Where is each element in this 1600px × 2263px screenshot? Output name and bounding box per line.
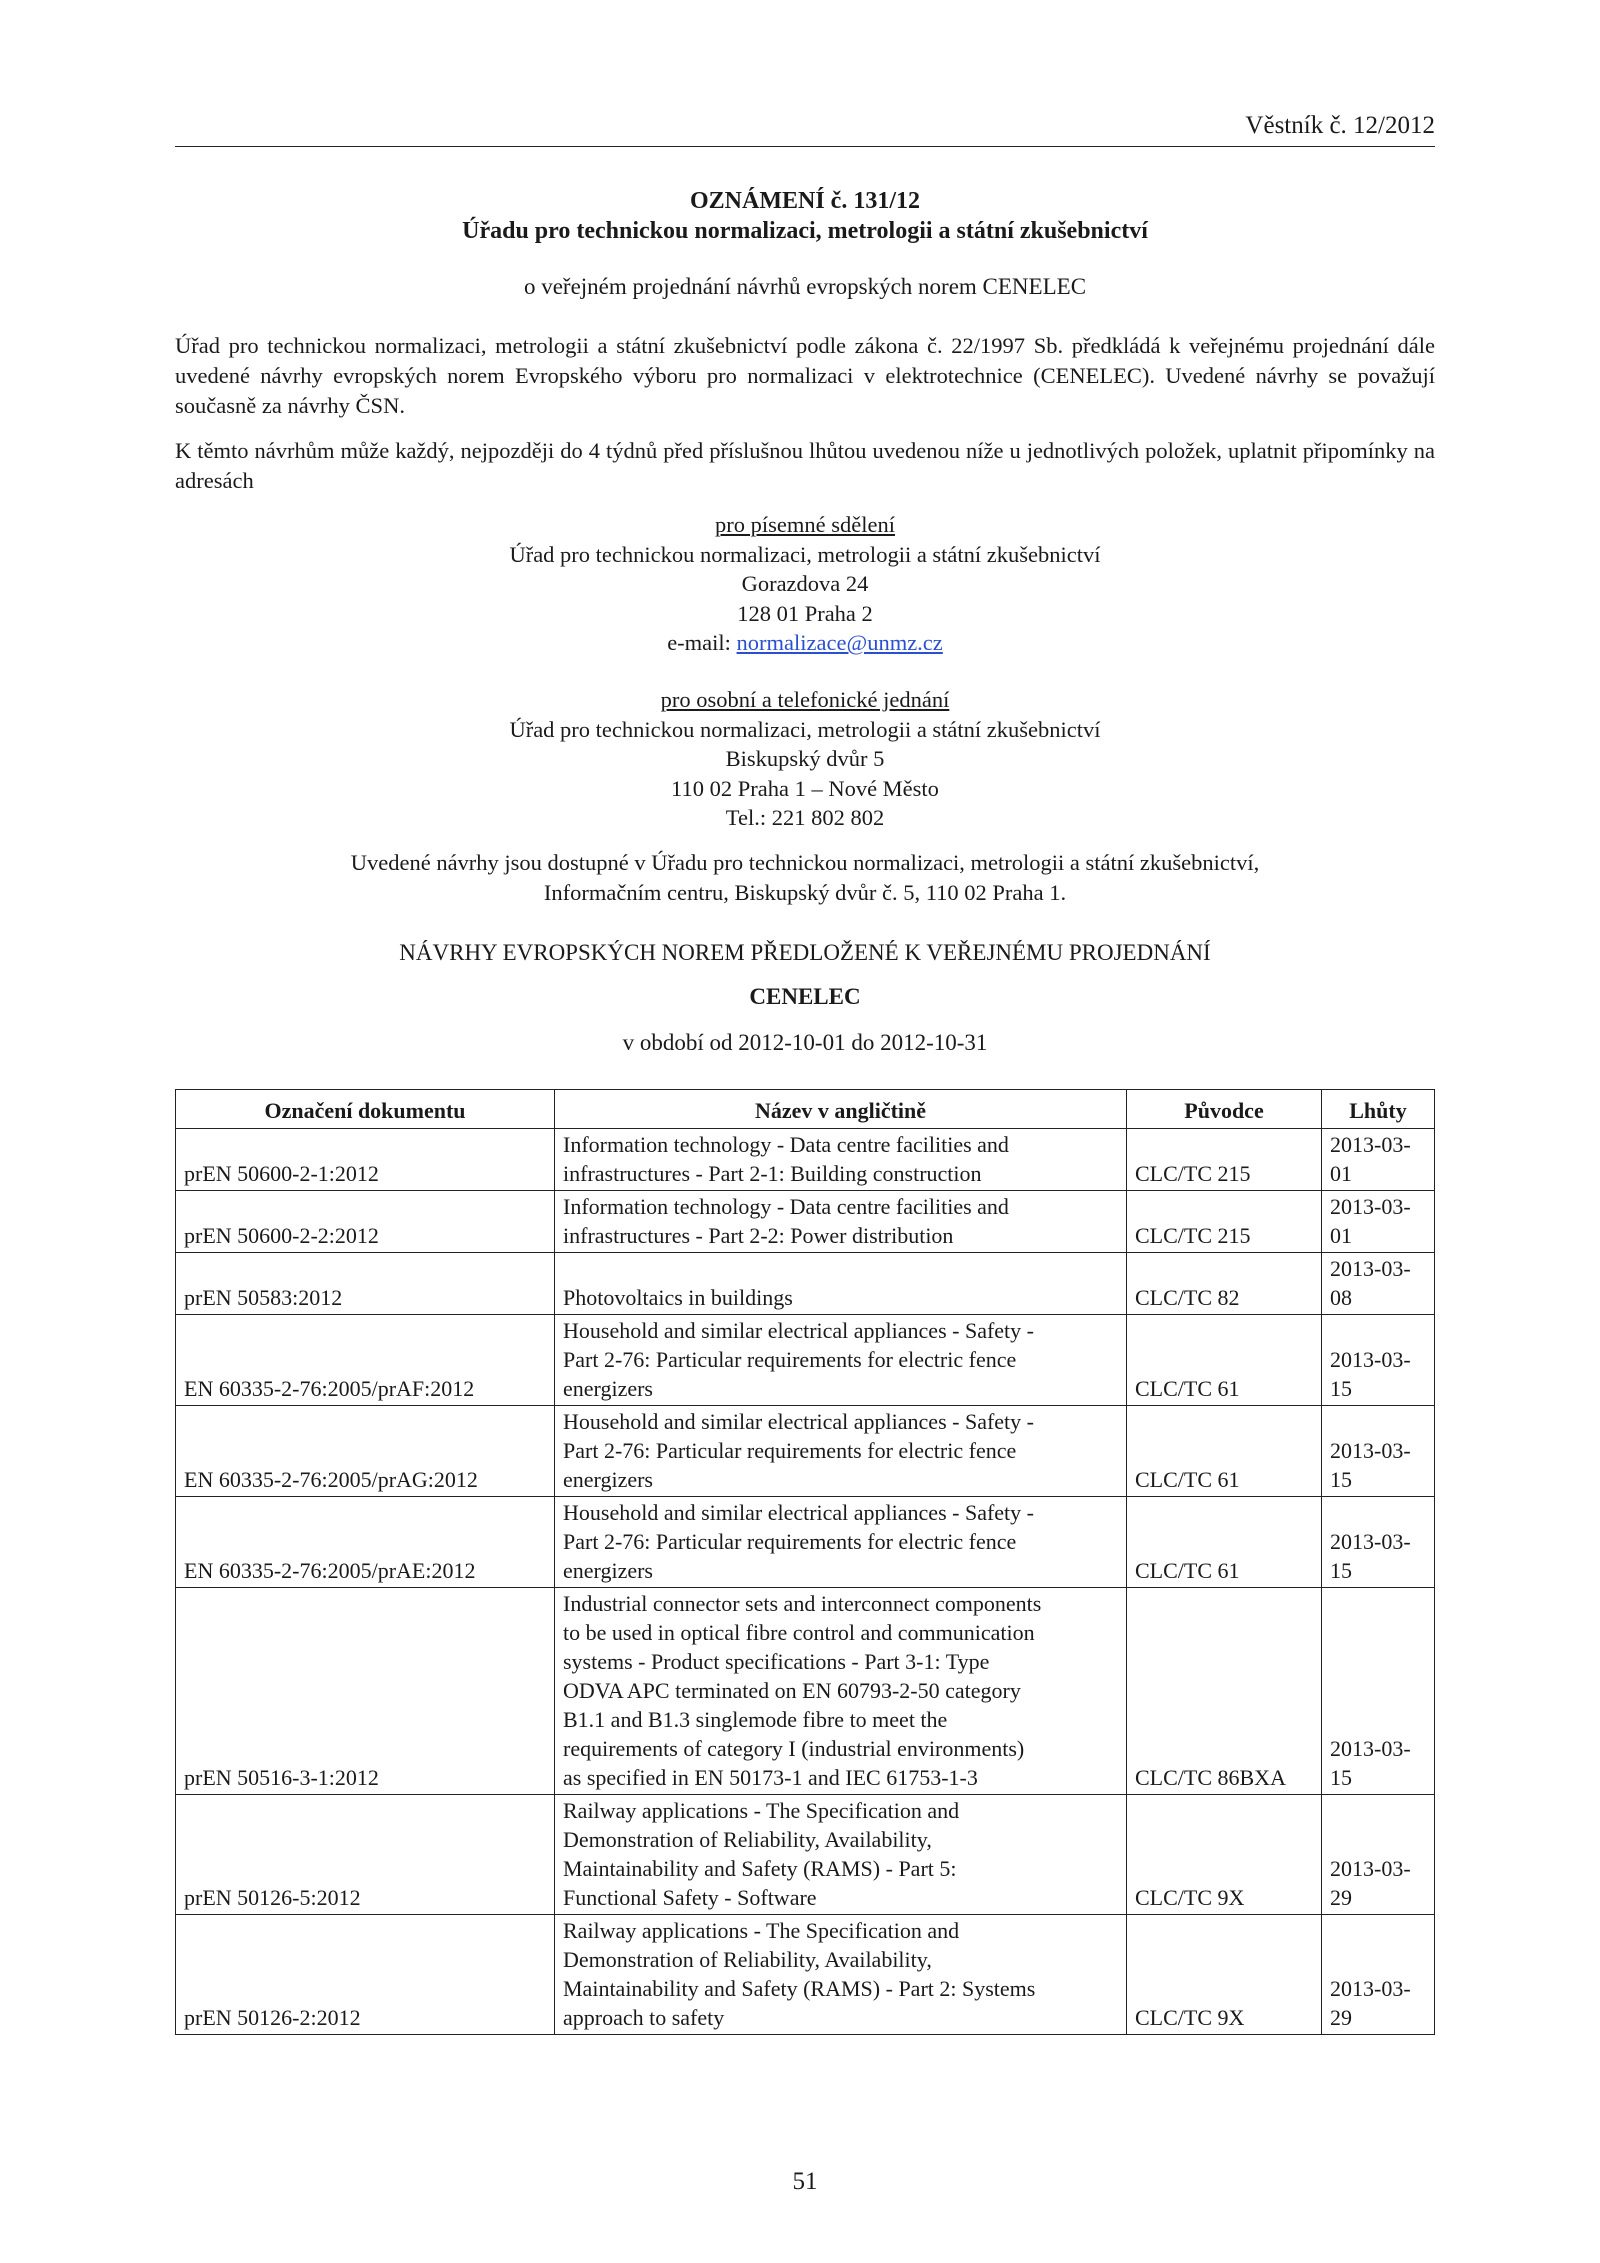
header-english-title: Název v angličtině: [555, 1090, 1127, 1129]
title-line: Demonstration of Reliability, Availability,: [563, 1827, 932, 1852]
cell-deadline: 2013-03-15: [1322, 1497, 1435, 1588]
notice-subject: o veřejném projednání návrhů evropských norem CENELEC: [523, 274, 1087, 299]
cell-designation: EN 60335-2-76:2005/prAG:2012: [176, 1406, 555, 1497]
cell-english-title: [555, 1588, 1127, 1795]
cell-originator: CLC/TC 82: [1127, 1253, 1322, 1315]
address-written-city: 128 01 Praha 2: [737, 600, 873, 626]
address-written-heading: pro písemné sdělení: [715, 512, 895, 537]
address-personal-heading: pro osobní a telefonické jednání: [660, 687, 950, 712]
availability-line-1: Uvedené návrhy jsou dostupné v Úřadu pro technickou normalizaci, metrologii a státní zkušebnictví,: [350, 850, 1260, 875]
title-line: Maintainability and Safety (RAMS) - Part 5:: [563, 1856, 957, 1881]
title-line: Information technology - Data centre facilities and: [563, 1132, 1009, 1157]
header-rule: [175, 146, 1435, 147]
cell-originator: CLC/TC 215: [1127, 1129, 1322, 1191]
title-line: infrastructures - Part 2-2: Power distribution: [563, 1223, 954, 1248]
cell-originator: CLC/TC 86BXA: [1127, 1588, 1322, 1795]
section-heading: NÁVRHY EVROPSKÝCH NOREM PŘEDLOŽENÉ K VEŘEJNÉMU PROJEDNÁNÍ: [399, 940, 1211, 965]
availability-line-2: Informačním centru, Biskupský dvůr č. 5, 110 02 Praha 1.: [543, 880, 1067, 905]
title-line: energizers: [563, 1558, 653, 1583]
address-personal-name: Úřad pro technickou normalizaci, metrologii a státní zkušebnictví: [509, 716, 1101, 742]
cell-designation: EN 60335-2-76:2005/prAF:2012: [176, 1315, 555, 1406]
cell-designation: prEN 50600-2-2:2012: [176, 1191, 555, 1253]
section-period: v období od 2012-10-01 do 2012-10-31: [622, 1030, 988, 1055]
notice-office: Úřadu pro technickou normalizaci, metrologii a státní zkušebnictví: [462, 218, 1148, 244]
cell-english-title: [555, 1315, 1127, 1406]
title-line: Information technology - Data centre facilities and: [563, 1194, 1009, 1219]
title-line: B1.1 and B1.3 singlemode fibre to meet the: [563, 1707, 948, 1732]
header-originator: Původce: [1127, 1090, 1322, 1129]
cell-designation: EN 60335-2-76:2005/prAE:2012: [176, 1497, 555, 1588]
cell-originator: CLC/TC 61: [1127, 1315, 1322, 1406]
title-line: to be used in optical fibre control and communication: [563, 1620, 1035, 1645]
title-line: energizers: [563, 1467, 653, 1492]
cell-originator: CLC/TC 61: [1127, 1406, 1322, 1497]
cell-designation: prEN 50600-2-1:2012: [176, 1129, 555, 1191]
title-line: Household and similar electrical appliances - Safety -: [563, 1500, 1034, 1525]
address-written-street: Gorazdova 24: [741, 571, 869, 596]
page-number: 51: [792, 2168, 818, 2195]
title-line: Industrial connector sets and interconnect components: [563, 1591, 1042, 1616]
table-row: [176, 1315, 1435, 1406]
cell-english-title: [555, 1406, 1127, 1497]
table-row: [176, 1497, 1435, 1588]
table-row: [176, 1406, 1435, 1497]
title-line: ODVA APC terminated on EN 60793-2-50 category: [563, 1678, 1021, 1703]
title-line: Part 2-76: Particular requirements for electric fence: [563, 1438, 1017, 1463]
table-row: [176, 1191, 1435, 1253]
title-line: Railway applications - The Specification and: [563, 1918, 960, 1943]
address-written-name: Úřad pro technickou normalizaci, metrologii a státní zkušebnictví: [509, 541, 1101, 567]
cell-english-title: [555, 1795, 1127, 1915]
cell-english-title: [555, 1915, 1127, 2035]
table-row: [176, 1915, 1435, 2035]
cell-english-title: [555, 1497, 1127, 1588]
section-org: CENELEC: [749, 984, 861, 1009]
cell-originator: CLC/TC 9X: [1127, 1915, 1322, 2035]
table-row: [176, 1795, 1435, 1915]
address-personal-phone: Tel.: 221 802 802: [725, 805, 885, 830]
journal-header: Věstník č. 12/2012: [1245, 112, 1435, 139]
title-line: Maintainability and Safety (RAMS) - Part 2: Systems: [563, 1976, 1036, 2001]
table-body: [176, 1129, 1435, 2035]
title-line: Functional Safety - Software: [563, 1885, 817, 1910]
title-line: Railway applications - The Specification and: [563, 1798, 960, 1823]
table-row: [176, 1129, 1435, 1191]
address-personal-city: 110 02 Praha 1 – Nové Město: [671, 775, 939, 801]
cell-deadline: 2013-03-01: [1322, 1129, 1435, 1191]
cell-english-title: [555, 1191, 1127, 1253]
cell-originator: CLC/TC 215: [1127, 1191, 1322, 1253]
standards-table: [175, 1089, 1435, 2035]
address-personal: [175, 685, 1435, 833]
title-line: requirements of category I (industrial environments): [563, 1736, 1025, 1761]
cell-deadline: 2013-03-15: [1322, 1588, 1435, 1795]
intro-paragraph: Úřad pro technickou normalizaci, metrologii a státní zkušebnictví podle zákona č. 22/1997 Sb. předkládá k veřejnému projednání dále uvedené návrhy evropských norem Evropského výboru pro normalizaci v elektrotechnice (CENELEC). Uvedené návrhy se považují současně za návrhy ČSN.: [175, 333, 1435, 418]
title-line: Demonstration of Reliability, Availability,: [563, 1947, 932, 1972]
title-line: as specified in EN 50173-1 and IEC 61753-1-3: [563, 1765, 978, 1790]
cell-deadline: 2013-03-08: [1322, 1253, 1435, 1315]
title-line: approach to safety: [563, 2005, 725, 2030]
cell-english-title: [555, 1253, 1127, 1315]
title-line: Part 2-76: Particular requirements for electric fence: [563, 1347, 1017, 1372]
cell-designation: prEN 50516-3-1:2012: [176, 1588, 555, 1795]
header-deadline: Lhůty: [1322, 1090, 1435, 1129]
title-line: energizers: [563, 1376, 653, 1401]
cell-deadline: 2013-03-29: [1322, 1795, 1435, 1915]
table-row: [176, 1253, 1435, 1315]
title-line: Household and similar electrical appliances - Safety -: [563, 1409, 1034, 1434]
notice-title-block: [175, 186, 1435, 246]
cell-designation: prEN 50126-5:2012: [176, 1795, 555, 1915]
title-line: systems - Product specifications - Part 3-1: Type: [563, 1649, 990, 1674]
availability-note: [175, 848, 1435, 908]
email-link[interactable]: normalizace@unmz.cz: [736, 630, 943, 655]
notice-title: OZNÁMENÍ č. 131/12: [690, 188, 920, 214]
address-personal-street: Biskupský dvůr 5: [725, 746, 885, 771]
cell-deadline: 2013-03-15: [1322, 1315, 1435, 1406]
header-designation: Označení dokumentu: [176, 1090, 555, 1129]
title-line: Household and similar electrical appliances - Safety -: [563, 1318, 1034, 1343]
title-line: Photovoltaics in buildings: [563, 1285, 793, 1310]
cell-deadline: 2013-03-01: [1322, 1191, 1435, 1253]
address-written: [175, 510, 1435, 658]
cell-deadline: 2013-03-29: [1322, 1915, 1435, 2035]
cell-designation: prEN 50583:2012: [176, 1253, 555, 1315]
table-row: [176, 1588, 1435, 1795]
cell-designation: prEN 50126-2:2012: [176, 1915, 555, 2035]
table-header-row: [176, 1090, 1435, 1129]
address-written-email-line: [175, 628, 1435, 658]
cell-english-title: [555, 1129, 1127, 1191]
title-line: Part 2-76: Particular requirements for electric fence: [563, 1529, 1017, 1554]
comments-paragraph: K těmto návrhům může každý, nejpozději do 4 týdnů před příslušnou lhůtou uvedenou níže u jednotlivých položek, uplatnit připomínky na adresách: [175, 438, 1435, 493]
title-line: infrastructures - Part 2-1: Building construction: [563, 1161, 982, 1186]
cell-originator: CLC/TC 9X: [1127, 1795, 1322, 1915]
cell-originator: CLC/TC 61: [1127, 1497, 1322, 1588]
cell-deadline: 2013-03-15: [1322, 1406, 1435, 1497]
email-label: e-mail:: [667, 630, 737, 655]
